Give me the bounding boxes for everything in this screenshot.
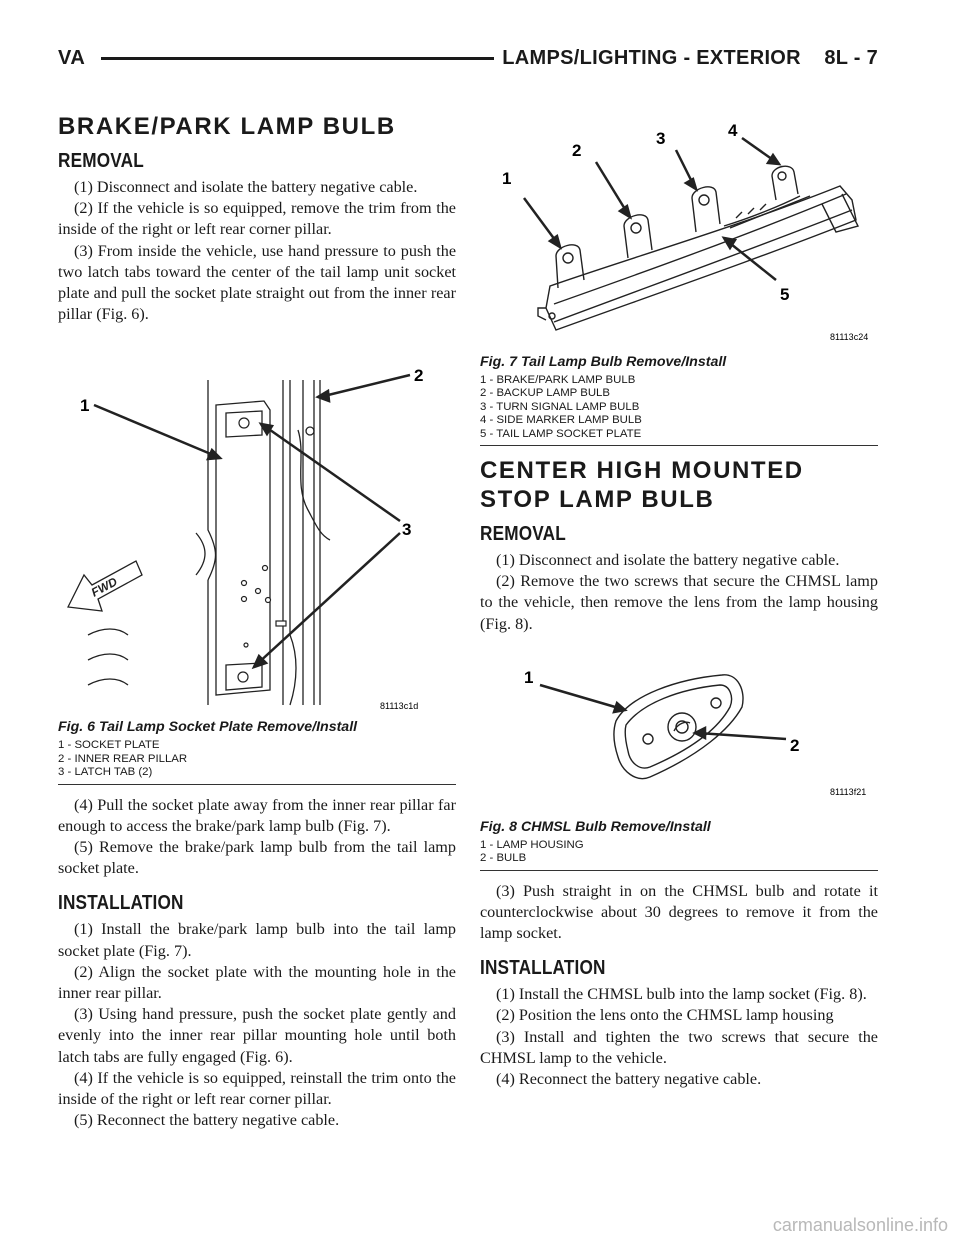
- fig7-legend: [480, 374, 878, 441]
- fwd-arrow-icon: [68, 561, 142, 611]
- section-title-line: STOP LAMP BULB: [480, 486, 715, 514]
- fig8-illustration: [480, 651, 878, 801]
- fig8-caption: Fig. 8 CHMSL Bulb Remove/Install: [480, 818, 711, 835]
- fwd-label: FWD: [88, 574, 120, 601]
- heading-installation: INSTALLATION: [480, 957, 606, 980]
- step: (3) Push straight in on the CHMSL bulb and rotate it counterclockwise about 30 degrees to remove it from the lamp socket.: [480, 881, 878, 943]
- fig6-legend: [58, 739, 456, 779]
- figure-divider: [58, 784, 456, 785]
- fig6-callout-3: 3: [402, 520, 412, 540]
- figure-divider: [480, 870, 878, 871]
- fig7-callout-3: 3: [656, 129, 666, 148]
- fig7-code: 81113c24: [830, 332, 869, 342]
- running-header: [58, 44, 878, 72]
- section-title-brake-park: BRAKE/PARK LAMP BULB: [58, 113, 396, 140]
- fig6-callout-1: 1: [80, 396, 90, 416]
- legend-item: 5 - TAIL LAMP SOCKET PLATE: [480, 427, 642, 440]
- fig6-callout-2: 2: [414, 366, 424, 386]
- step: (3) From inside the vehicle, use hand pressure to push the two latch tabs toward the center of the tail lamp unit socket plate and pull the socket plate straight out from the inner rear pillar (Fig. 6).: [58, 241, 456, 324]
- legend-item: 3 - TURN SIGNAL LAMP BULB: [480, 400, 640, 413]
- heading-removal: REMOVAL: [480, 523, 566, 546]
- fig6-caption: Fig. 6 Tail Lamp Socket Plate Remove/Install: [58, 719, 358, 736]
- section-title-line: CENTER HIGH MOUNTED: [480, 457, 804, 485]
- step: (2) Align the socket plate with the mounting hole in the inner rear pillar.: [58, 962, 456, 1003]
- step: (2) Position the lens onto the CHMSL lamp housing: [496, 1006, 834, 1025]
- fig7-callout-2: 2: [572, 141, 582, 160]
- step: (4) If the vehicle is so equipped, reinstall the trim onto the inside of the right or left rear corner pillar.: [58, 1068, 456, 1109]
- fig7-caption: Fig. 7 Tail Lamp Bulb Remove/Install: [480, 354, 727, 370]
- figure-8: [480, 651, 878, 871]
- legend-item: 3 - LATCH TAB (2): [58, 766, 153, 779]
- fig6-illustration: [58, 335, 456, 715]
- fig6-code: 81113c1d: [380, 701, 419, 712]
- figure-6: [58, 335, 456, 784]
- step: (5) Reconnect the battery negative cable.: [74, 1111, 340, 1130]
- step: (4) Pull the socket plate away from the inner rear pillar far enough to access the brake/park lamp bulb (Fig. 7).: [58, 795, 456, 835]
- legend-item: 1 - LAMP HOUSING: [480, 838, 584, 851]
- fig8-code: 81113f21: [830, 786, 867, 797]
- step: (1) Disconnect and isolate the battery negative cable.: [74, 178, 418, 196]
- heading-installation: INSTALLATION: [58, 892, 184, 915]
- heading-removal: REMOVAL: [58, 150, 144, 172]
- step: (1) Disconnect and isolate the battery negative cable.: [496, 551, 840, 570]
- right-column: [480, 108, 878, 1090]
- step: (5) Remove the brake/park lamp bulb from the tail lamp socket plate.: [58, 838, 456, 878]
- step: (1) Install the brake/park lamp bulb into the tail lamp socket plate (Fig. 7).: [58, 920, 456, 960]
- fig8-callout-2: 2: [790, 735, 800, 755]
- step: (3) Using hand pressure, push the socket plate gently and evenly into the inner rear pillar mounting hole until both latch tabs are fully engaged (Fig. 6).: [58, 1005, 456, 1066]
- fig7-callout-5: 5: [780, 285, 790, 304]
- figure-divider: [480, 445, 878, 446]
- legend-item: 2 - BULB: [480, 852, 527, 865]
- step: (2) Remove the two screws that secure the CHMSL lamp to the vehicle, then remove the lens from the lamp housing (Fig. 8).: [480, 572, 878, 633]
- legend-item: 2 - BACKUP LAMP BULB: [480, 387, 610, 400]
- left-column: [58, 100, 456, 1131]
- header-page-title: LAMPS/LIGHTING - EXTERIOR 8L - 7: [502, 46, 878, 69]
- step: (3) Install and tighten the two screws that secure the CHMSL lamp to the vehicle.: [480, 1027, 878, 1067]
- figure-7: [480, 108, 878, 446]
- legend-item: 1 - SOCKET PLATE: [58, 739, 160, 752]
- step: (4) Reconnect the battery negative cable.: [496, 1070, 762, 1089]
- legend-item: 1 - BRAKE/PARK LAMP BULB: [480, 374, 636, 386]
- header-section-code: VA: [58, 46, 86, 69]
- fig7-callout-4: 4: [728, 121, 738, 140]
- legend-item: 4 - SIDE MARKER LAMP BULB: [480, 414, 642, 427]
- fig8-legend: [480, 839, 878, 866]
- header-rule: [101, 57, 494, 60]
- step: (1) Install the CHMSL bulb into the lamp socket (Fig. 8).: [496, 985, 867, 1004]
- fig8-callout-1: 1: [524, 667, 534, 687]
- section-title-chmsl: [480, 456, 878, 514]
- legend-item: 2 - INNER REAR PILLAR: [58, 752, 188, 765]
- fig7-callout-1: 1: [502, 169, 512, 188]
- step: (2) If the vehicle is so equipped, remove the trim from the inside of the right or left rear corner pillar.: [58, 199, 456, 239]
- watermark: carmanualsonline.info: [772, 1215, 948, 1235]
- fig7-illustration: [480, 108, 878, 344]
